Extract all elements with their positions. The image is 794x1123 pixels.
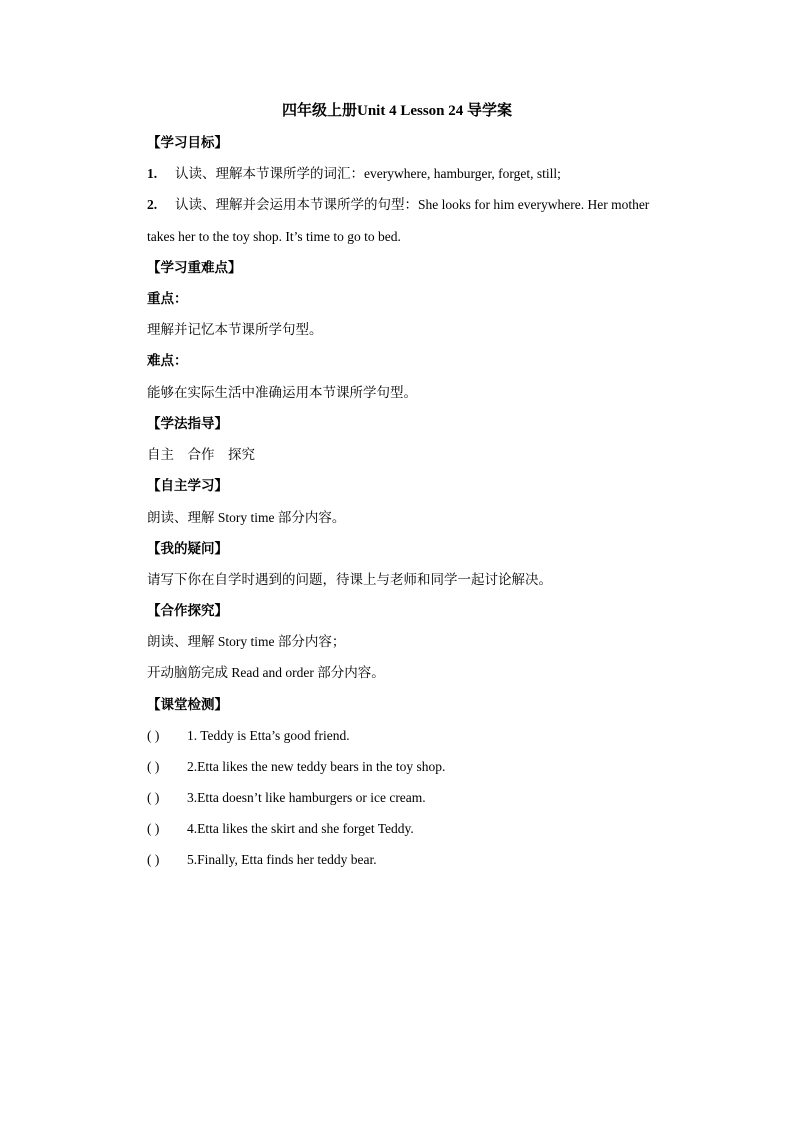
questions-text: 请写下你在自学时遇到的问题，待课上与老师和同学一起讨论解决。 (147, 572, 552, 587)
cooperation-line-2: 开动脑筋完成 Read and order 部分内容。 (147, 665, 385, 680)
check-text-1: 1. Teddy is Etta’s good friend. (187, 728, 350, 743)
self-study-text: 朗读、理解 Story time 部分内容。 (147, 510, 346, 525)
answer-blank[interactable]: ( ) (147, 821, 160, 836)
objective-item-1 (147, 165, 561, 183)
check-text-4: 4.Etta likes the skirt and she forget Teddy. (187, 821, 414, 836)
objective-text-2: 认读、理解并会运用本节课所学的句型：She looks for him everywhere. Her mother (175, 197, 650, 212)
focus-text: 理解并记忆本节课所学句型。 (147, 322, 323, 337)
answer-blank[interactable]: ( ) (147, 728, 160, 743)
check-item-1 (147, 727, 350, 745)
check-text-2: 2.Etta likes the new teddy bears in the toy shop. (187, 759, 446, 774)
check-text-3: 3.Etta doesn’t like hamburgers or ice cream. (187, 790, 426, 805)
answer-blank[interactable]: ( ) (147, 759, 160, 774)
cooperation-heading: 【合作探究】 (147, 603, 228, 618)
objective-number-2: 2. (147, 197, 158, 212)
answer-blank[interactable]: ( ) (147, 790, 160, 805)
check-item-5 (147, 851, 377, 869)
self-study-heading: 【自主学习】 (147, 478, 228, 493)
method-heading: 【学法指导】 (147, 416, 228, 431)
objective-text-1: 认读、理解本节课所学的词汇：everywhere, hamburger, forget, still; (175, 166, 561, 181)
key-points-heading: 【学习重难点】 (147, 260, 242, 275)
objective-item-2-continued: takes her to the toy shop. It’s time to go to bed. (147, 229, 401, 244)
check-item-3 (147, 789, 426, 807)
difficulty-text: 能够在实际生活中准确运用本节课所学句型。 (147, 385, 417, 400)
check-item-2 (147, 758, 445, 776)
difficulty-label: 难点： (147, 353, 188, 368)
check-item-4 (147, 820, 414, 838)
check-text-5: 5.Finally, Etta finds her teddy bear. (187, 852, 377, 867)
document-title: 四年级上册Unit 4 Lesson 24 导学案 (281, 103, 513, 119)
cooperation-line-1: 朗读、理解 Story time 部分内容； (147, 634, 346, 649)
method-text: 自主 合作 探究 (147, 447, 255, 462)
objective-item-2 (147, 196, 649, 214)
answer-blank[interactable]: ( ) (147, 852, 160, 867)
objective-number-1: 1. (147, 166, 158, 181)
focus-label: 重点： (147, 291, 188, 306)
questions-heading: 【我的疑问】 (147, 541, 228, 556)
objectives-heading: 【学习目标】 (147, 135, 228, 150)
check-heading: 【课堂检测】 (147, 697, 228, 712)
